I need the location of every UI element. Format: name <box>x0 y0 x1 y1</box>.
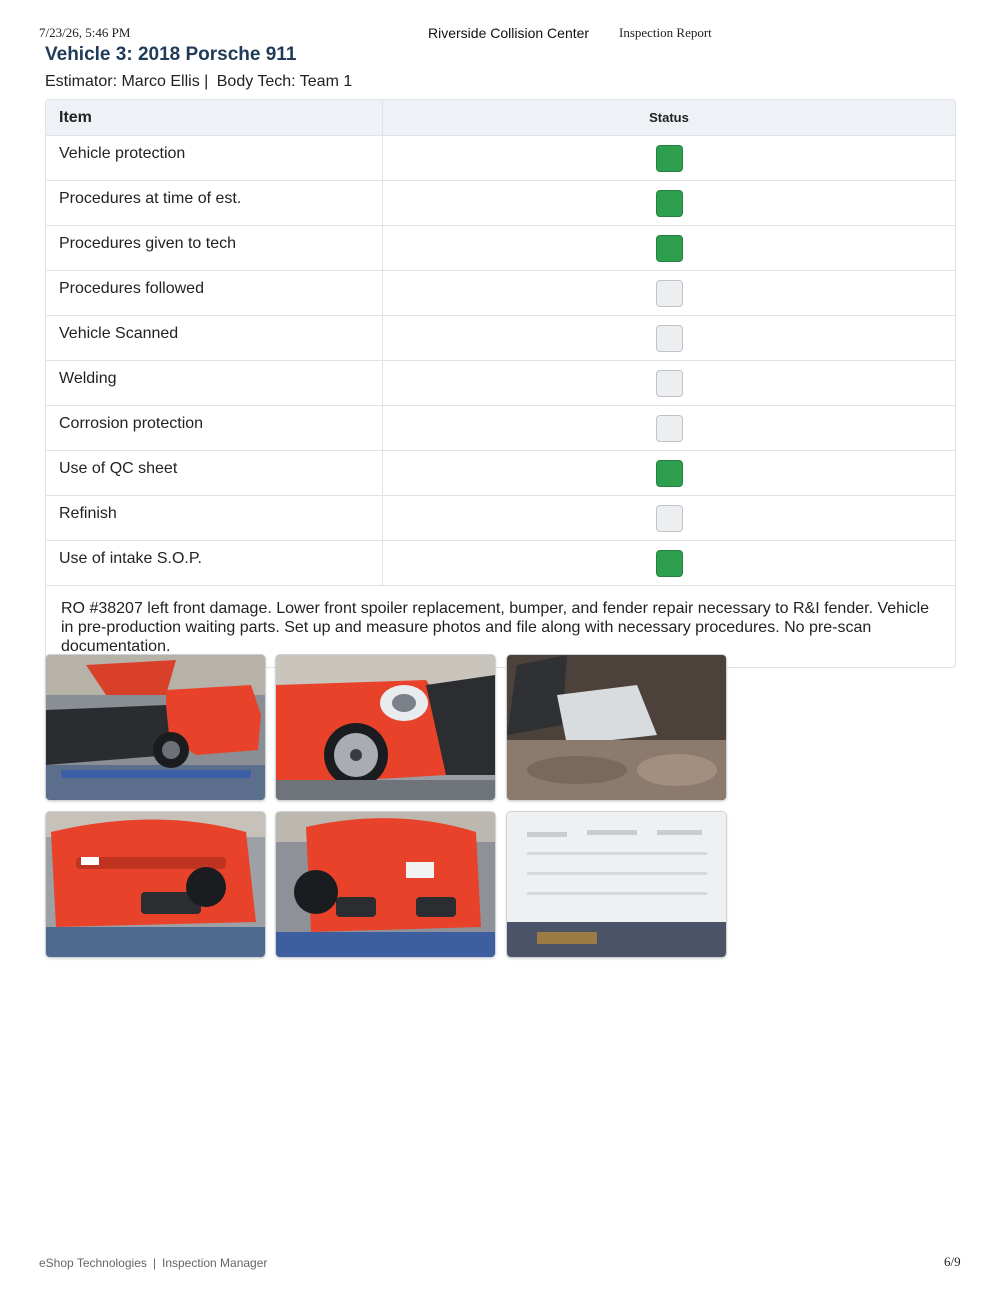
estimator-label: Estimator: Marco Ellis | <box>45 73 209 90</box>
page-number: 6/9 <box>944 1254 961 1269</box>
status-checkbox[interactable] <box>656 415 683 442</box>
inspection-checklist <box>45 99 956 668</box>
status-checkbox[interactable] <box>656 325 683 352</box>
front-damage-photo <box>46 655 265 800</box>
checklist-table <box>46 100 955 586</box>
table-row <box>46 451 955 496</box>
table-row <box>46 406 955 451</box>
table-row <box>46 316 955 361</box>
status-checkbox[interactable] <box>656 550 683 577</box>
column-header-item: Item <box>46 100 383 136</box>
print-date: 7/23/26, 5:46 PM <box>39 25 131 40</box>
inspection-notes: RO #38207 left front damage. Lower front spoiler replacement, bumper, and fender repair necessary to R&I fender. Vehicle in pre-production waiting parts. Set up and measure photos and file along with necessary procedures. No pre-scan documentation. <box>61 600 930 655</box>
status-checkbox[interactable] <box>656 235 683 262</box>
item-label: Procedures at time of est. <box>46 181 383 226</box>
footer-brand: eShop Technologies <box>39 1256 147 1270</box>
table-row <box>46 271 955 316</box>
column-header-status: Status <box>383 100 956 136</box>
interior-photo <box>507 655 726 800</box>
document-title: Inspection Report <box>619 25 712 40</box>
vehicle-photo[interactable] <box>275 654 496 801</box>
shop-name: Riverside Collision Center <box>428 25 590 41</box>
footer <box>39 1256 267 1270</box>
table-row <box>46 226 955 271</box>
status-checkbox[interactable] <box>656 190 683 217</box>
checklist-header-row <box>46 100 955 136</box>
front-wheel-photo <box>276 655 495 800</box>
vehicle-photo[interactable] <box>45 654 266 801</box>
status-checkbox[interactable] <box>656 460 683 487</box>
status-checkbox[interactable] <box>656 145 683 172</box>
item-label: Use of intake S.O.P. <box>46 541 383 586</box>
item-label: Welding <box>46 361 383 406</box>
item-label: Vehicle Scanned <box>46 316 383 361</box>
rear-plate-photo <box>276 812 495 957</box>
table-row <box>46 496 955 541</box>
item-label: Vehicle protection <box>46 136 383 181</box>
body-tech-label: Body Tech: Team 1 <box>216 73 353 90</box>
table-row <box>46 181 955 226</box>
footer-separator: | <box>152 1256 156 1270</box>
table-row <box>46 136 955 181</box>
vehicle-title: Vehicle 3: 2018 Porsche 911 <box>45 44 297 65</box>
item-label: Use of QC sheet <box>46 451 383 496</box>
item-label: Procedures given to tech <box>46 226 383 271</box>
table-row <box>46 541 955 586</box>
vehicle-photo[interactable] <box>275 811 496 958</box>
item-label: Refinish <box>46 496 383 541</box>
vehicle-photo[interactable] <box>506 654 727 801</box>
status-checkbox[interactable] <box>656 370 683 397</box>
rear-view-photo <box>46 812 265 957</box>
document-photo <box>507 812 726 957</box>
table-row <box>46 361 955 406</box>
vehicle-photo[interactable] <box>506 811 727 958</box>
item-label: Corrosion protection <box>46 406 383 451</box>
staff-line <box>45 73 356 91</box>
vehicle-photo[interactable] <box>45 811 266 958</box>
footer-product: Inspection Manager <box>162 1256 268 1270</box>
item-label: Procedures followed <box>46 271 383 316</box>
status-checkbox[interactable] <box>656 280 683 307</box>
status-checkbox[interactable] <box>656 505 683 532</box>
